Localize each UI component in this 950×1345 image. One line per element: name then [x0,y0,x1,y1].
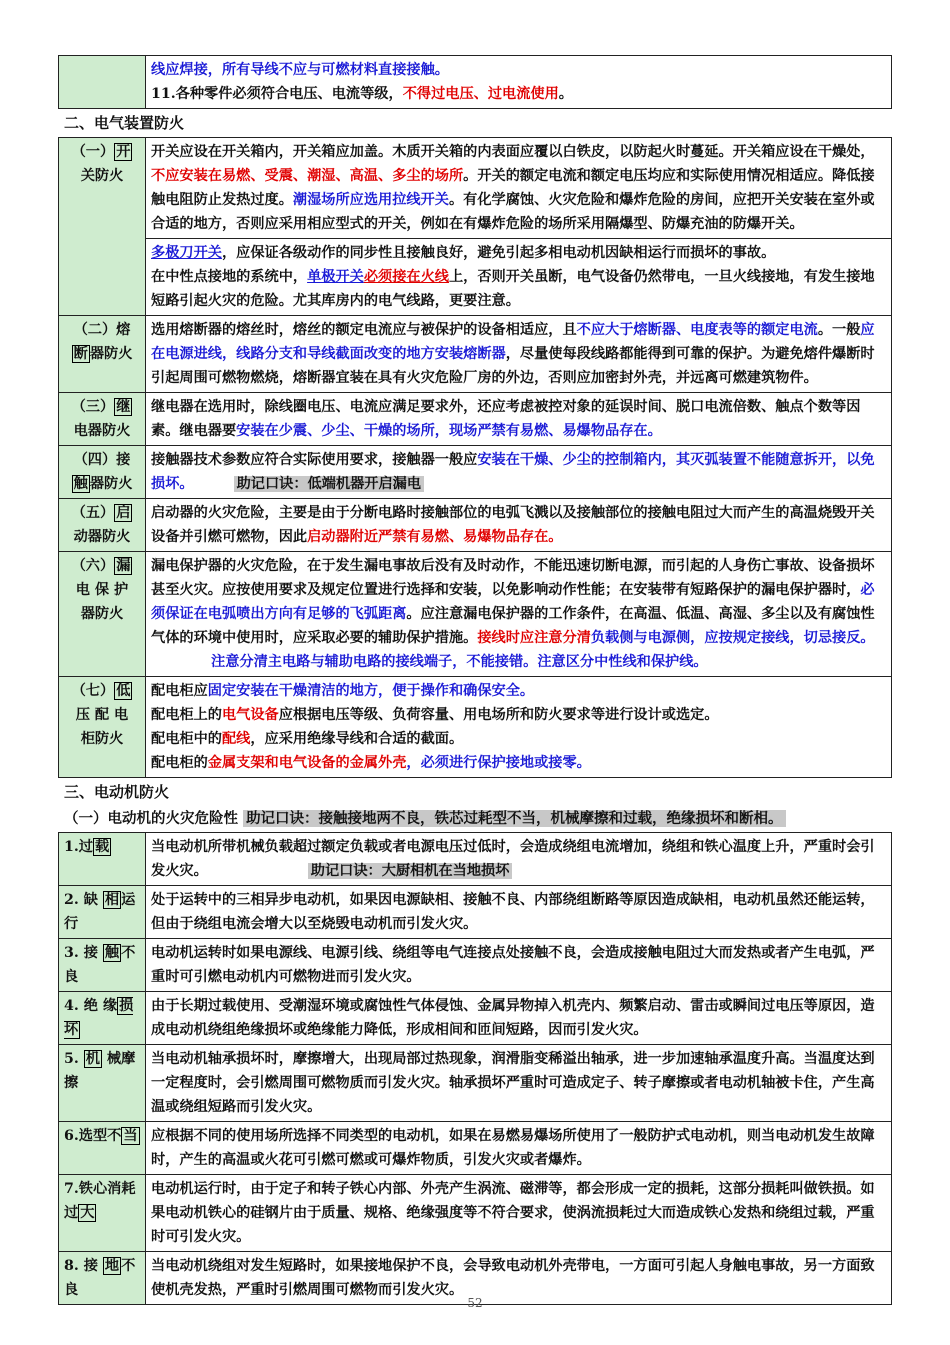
motor-row-text: 电动机运行时，由于定子和转子铁心内部、外壳产生涡流、磁滞等，都会形成一定的损耗，这部分损耗叫做铁损。如果电动机铁心的硅钢片由于质量、规格、绝缘强度等不符合要求，使涡流损耗过大而造成铁心发热和绕组过载，严重时可引发火灾。 [146,1175,892,1252]
motor-row-text: 当电动机轴承损坏时，摩擦增大，出现局部过热现象，润滑脂变稀溢出轴承，进一步加速轴承温度升高。当温度达到一定程度时，会引燃周围可燃物质而引发火灾。轴承损坏严重时可造成定子、转子摩擦或者电动机轴被卡住，产生高温或绕组短路而引发火灾。 [146,1045,892,1122]
motor-table [58,832,892,1305]
motor-row-label: 4. 绝 缘 损坏 [59,992,146,1045]
page-number: 52 [467,1296,483,1310]
top-line1: 线应焊接，所有导线不应与可燃材料直接接触。 [151,62,449,78]
motor-mnemonic: 助记口诀：接触接地两不良，铁芯过耗型不当，机械摩擦和过载，绝缘损坏和断相。 [243,810,786,827]
motor-row [59,833,892,886]
motor-row-text: 应根据不同的使用场所选择不同类型的电动机，如果在易燃易爆场所使用了一般防护式电动机，则当电动机发生故障时，产生的高温或火花可引燃可燃或可爆炸物质，引发火灾或者爆炸。 [146,1122,892,1175]
relay-label: （三） 继 电器防火 [59,393,146,446]
switch-label: （一） 开 关防火 [59,138,146,316]
motor-row-text: 处于运转中的三相异步电动机，如果因电源缺相、接触不良、内部绕组断路等原因造成缺相，电动机虽然还能运转，但由于绕组电流会增大以至烧毁电动机而引发火灾。 [146,886,892,939]
contactor-label: （四）接 触 器防火 [59,446,146,499]
document-page [58,55,892,1305]
cabinet-label: （七） 低 压 配 电 柜防火 [59,677,146,778]
fuse-label: （二）熔 断 器防火 [59,316,146,393]
electrical-table [58,137,892,778]
motor-row-label: 7.铁心消耗过 大 [59,1175,146,1252]
motor-row-label: 2. 缺 相 运行 [59,886,146,939]
motor-row [59,992,892,1045]
top-label-cell [59,56,146,109]
motor-row-text: 由于长期过载使用、受潮湿环境或腐蚀性气体侵蚀、金属异物掉入机壳内、频繁启动、雷击或瞬间过电压等原因，造成电动机绕组绝缘损坏或绝缘能力降低，形成相间和匝间短路，因而引发火灾。 [146,992,892,1045]
motor-row-label: 5. 机 械摩擦 [59,1045,146,1122]
motor-row [59,886,892,939]
switch-text-1: 开关应设在开关箱内，开关箱应加盖。木质开关箱的内表面应覆以白铁皮，以防起火时蔓延。开关箱应设在干燥处，不应安装在易燃、受震、潮湿、高温、多尘的场所。开关的额定电流和额定电压均应和实际使用情况相适应。降低接触电阻防止发热过度。潮湿场所应选用拉线开关。有化学腐蚀、火灾危险和爆炸危险的房间，应把开关安装在室外或合适的地方，否则应采用相应型式的开关，例如在有爆炸危险的场所采用隔爆型、防爆充油的防爆开关。 [146,138,892,239]
motor-subtitle: （一）电动机的火灾危险性 助记口诀：接触接地两不良，铁芯过耗型不当，机械摩擦和过载，绝缘损坏和断相。 [58,806,892,832]
motor-row-text: 电动机运转时如果电源线、电源引线、绕组等电气连接点处接触不良，会造成接触电阻过大而发热或者产生电弧，严重时可引燃电动机内可燃物进而引发火灾。 [146,939,892,992]
top-table [58,55,892,109]
fuse-text: 选用熔断器的熔丝时，熔丝的额定电流应与被保护的设备相适应，且不应大于熔断器、电度表等的额定电流。一般应在电源进线，线路分支和导线截面改变的地方安装熔断器，尽量使每段线路都能得到可靠的保护。为避免熔件爆断时引起周围可燃物燃烧，熔断器宜装在具有火灾危险厂房的外边，否则应加密封外壳，并远离可燃建筑物件。 [146,316,892,393]
motor-row-label: 6.选型不 当 [59,1122,146,1175]
motor-row-label: 3. 接 触 不良 [59,939,146,992]
cabinet-text: 配电柜应固定安装在干燥清洁的地方，便于操作和确保安全。 配电柜上的电气设备应根据电压等级、负荷容量、用电场所和防火要求等进行设计或选定。 配电柜中的配线，应采用绝缘导线和合适的截面。 配电柜的金属支架和电气设备的金属外壳，必须进行保护接地或接零。 [146,677,892,778]
rcd-label: （六） 漏 电 保 护 器防火 [59,552,146,677]
relay-text: 继电器在选用时，除线圈电压、电流应满足要求外，还应考虑被控对象的延误时间、脱口电流倍数、触点个数等因素。继电器要安装在少震、少尘、干燥的场所，现场严禁有易燃、易爆物品存在。 [146,393,892,446]
motor-row [59,1122,892,1175]
contactor-text: 接触器技术参数应符合实际使用要求，接触器一般应安装在干燥、少尘的控制箱内，其灭弧装置不能随意拆开，以免损坏。 助记口诀：低端机器开启漏电 [146,446,892,499]
contactor-mnemonic: 助记口诀：低端机器开启漏电 [234,476,424,492]
starter-text: 启动器的火灾危险，主要是由于分断电路时接触部位的电弧飞溅以及接触部位的接触电阻过大而产生的高温烧毁开关设备并引燃可燃物，因此启动器附近严禁有易燃、易爆物品存在。 [146,499,892,552]
top-text-cell: 线应焊接，所有导线不应与可燃材料直接接触。 11.各种零件必须符合电压、电流等级，不得过电压、过电流使用。 [146,56,892,109]
motor-row-text: 当电动机所带机械负载超过额定负载或者电源电压过低时，会造成绕组电流增加，绕组和铁心温度上升，严重时会引发火灾。 助记口诀：大厨相机在当地损坏 [146,833,892,886]
motor-row [59,939,892,992]
switch-text-2: 多极刀开关，应保证各级动作的同步性且接触良好，避免引起多相电动机因缺相运行而损坏的事故。 在中性点接地的系统中，单极开关必须接在火线上，否则开关虽断，电气设备仍然带电，一旦火线接地，有发生接地短路引起火灾的危险。尤其库房内的电气线路，更要注意。 [146,239,892,316]
motor-row-label: 8. 接 地 不良 [59,1252,146,1305]
motor-row [59,1045,892,1122]
motor-row-mnemonic: 助记口诀：大厨相机在当地损坏 [308,863,513,879]
motor-row [59,1175,892,1252]
starter-label: （五） 启 动器防火 [59,499,146,552]
section3-title: 三、电动机防火 [64,783,170,801]
section2-title: 二、电气装置防火 [64,114,185,132]
motor-row-label: 1.过 载 [59,833,146,886]
motor-row-text: 当电动机绕组对发生短路时，如果接地保护不良，会导致电动机外壳带电，一方面可引起人身触电事故，另一方面致使机壳发热，严重时引燃周围可燃物而引发火灾。 [146,1252,892,1305]
rcd-text: 漏电保护器的火灾危险，在于发生漏电事故后没有及时动作，不能迅速切断电源，而引起的人身伤亡事故、设备损坏甚至火灾。应按使用要求及规定位置进行选择和安装，以免影响动作性能；在安装带有短路保护的漏电保护器时，必须保证在电弧喷出方向有足够的飞弧距离。应注意漏电保护器的工作条件，在高温、低温、高湿、多尘以及有腐蚀性气体的环境中使用时，应采取必要的辅助保护措施。接线时应注意分清负载侧与电源侧，应按规定接线，切忌接反。 注意分清主电路与辅助电路的接线端子，不能接错。注意区分中性线和保护线。 [146,552,892,677]
